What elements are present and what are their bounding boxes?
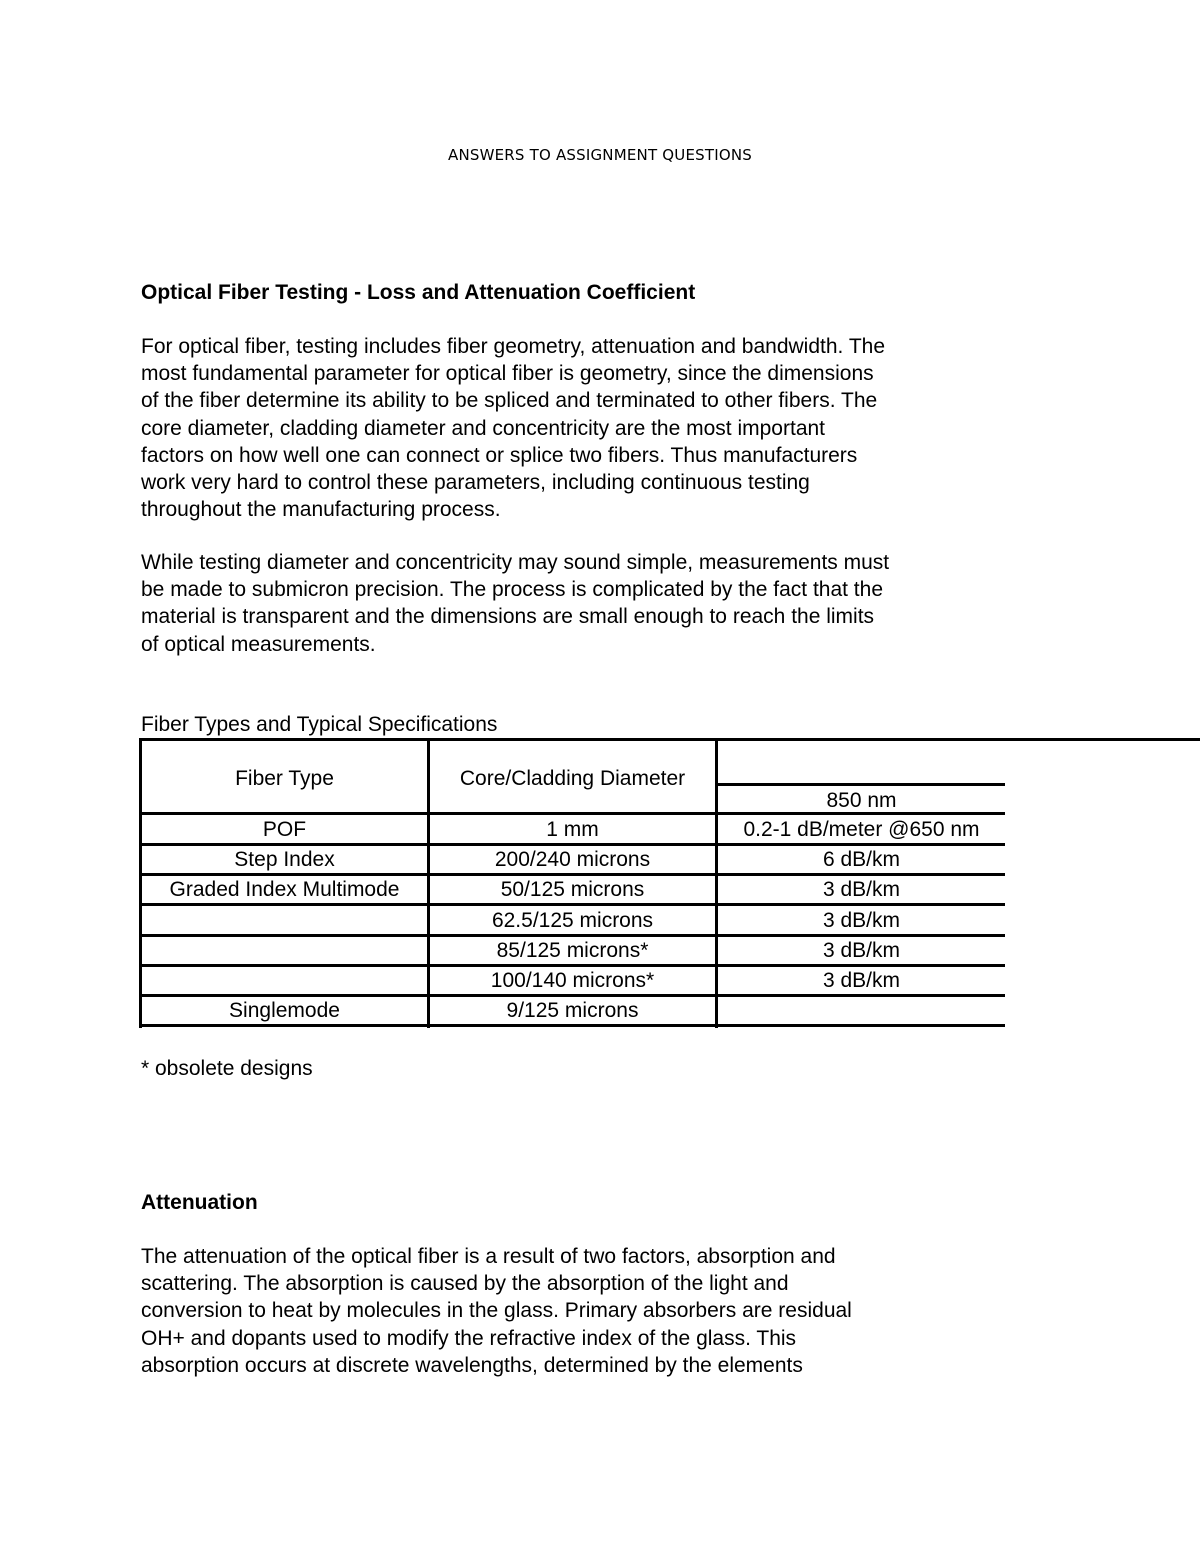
- table-border: [139, 903, 1005, 906]
- table-cell-diameter: 62.5/125 microns: [491, 909, 654, 932]
- table-cell-diameter: 85/125 microns*: [496, 939, 649, 962]
- table-cell-attenuation: 3 dB/km: [822, 939, 901, 962]
- paragraph-fiber-testing-2: [141, 549, 1021, 658]
- table-header-fiber-type: Fiber Type: [235, 767, 334, 790]
- page-header: ANSWERS TO ASSIGNMENT QUESTIONS: [447, 146, 753, 164]
- table-cell-diameter: 100/140 microns*: [490, 969, 655, 992]
- table-border: [139, 1024, 1005, 1027]
- text-line: For optical fiber, testing includes fiber geometry, attenuation and bandwidth. The: [141, 335, 886, 358]
- paragraph-fiber-testing-1: [141, 333, 1021, 523]
- text-line: scattering. The absorption is caused by the absorption of the light and: [141, 1272, 789, 1296]
- table-cell-type: Step Index: [234, 848, 335, 871]
- text-line: conversion to heat by molecules in the glass. Primary absorbers are residual: [141, 1299, 852, 1323]
- text-line: core diameter, cladding diameter and concentricity are the most important: [141, 416, 826, 440]
- table-cell-diameter: 200/240 microns: [494, 848, 651, 871]
- table-cell-diameter: 1 mm: [546, 818, 599, 841]
- fiber-types-table: [139, 738, 1200, 1028]
- text-line: While testing diameter and concentricity may sound simple, measurements must: [141, 551, 890, 574]
- section-heading-attenuation: Attenuation: [141, 1191, 258, 1214]
- text-line: OH+ and dopants used to modify the refractive index of the glass. This: [141, 1326, 797, 1350]
- table-cell-attenuation: 0.2-1 dB/meter @650 nm: [743, 818, 980, 841]
- table-cell-attenuation: 3 dB/km: [822, 969, 901, 992]
- text-line: of the fiber determine its ability to be spliced and terminated to other fibers. The: [141, 389, 878, 413]
- section-heading-fiber-testing: Optical Fiber Testing - Loss and Attenuation Coefficient: [141, 281, 696, 304]
- text-line: work very hard to control these parameters, including continuous testing: [141, 471, 810, 495]
- table-cell-diameter: 9/125 microns: [506, 999, 639, 1022]
- table-cell-type: POF: [262, 818, 307, 841]
- table-cell-type: Singlemode: [229, 999, 340, 1022]
- table-border: [717, 783, 1005, 786]
- text-line: most fundamental parameter for optical fiber is geometry, since the dimensions: [141, 362, 874, 386]
- table-cell-attenuation: 3 dB/km: [822, 878, 901, 901]
- table-border: [139, 738, 1200, 741]
- table-cell-type: Graded Index Multimode: [169, 878, 400, 901]
- table-cell-attenuation: 3 dB/km: [822, 909, 901, 932]
- text-line: throughout the manufacturing process.: [141, 498, 501, 522]
- table-cell-attenuation: 6 dB/km: [822, 848, 901, 871]
- text-line: The attenuation of the optical fiber is a result of two factors, absorption and: [141, 1245, 836, 1268]
- text-line: absorption occurs at discrete wavelengths, determined by the elements: [141, 1353, 803, 1377]
- text-line: material is transparent and the dimensions are small enough to reach the limits: [141, 605, 875, 629]
- table-caption: Fiber Types and Typical Specifications: [141, 713, 498, 736]
- table-cell-diameter: 50/125 microns: [500, 878, 645, 901]
- paragraph-attenuation: [141, 1243, 1021, 1379]
- text-line: factors on how well one can connect or splice two fibers. Thus manufacturers: [141, 443, 858, 467]
- table-footnote: * obsolete designs: [141, 1057, 313, 1080]
- text-line: be made to submicron precision. The process is complicated by the fact that the: [141, 578, 883, 602]
- table-header-wavelength: 850 nm: [826, 789, 897, 812]
- table-header-core-cladding: Core/Cladding Diameter: [459, 767, 686, 790]
- text-line: of optical measurements.: [141, 632, 376, 656]
